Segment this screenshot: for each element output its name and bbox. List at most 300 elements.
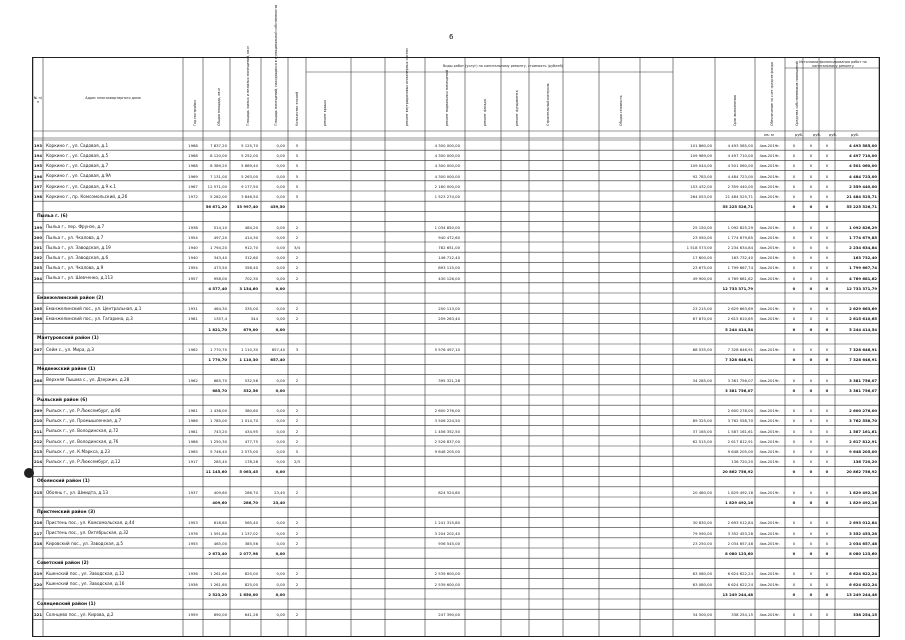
subtotal-municipal-area: 0,00 xyxy=(275,551,285,556)
subtotal-area: 56 671,20 xyxy=(205,204,227,210)
row-zero: 0 xyxy=(825,540,829,546)
row-area: 1 250,30 xyxy=(210,438,227,444)
row-owner-funds: 163 732,40 xyxy=(853,255,877,261)
row-zero: 0 xyxy=(809,612,813,618)
row-total-cost: 1 092 825,29 xyxy=(727,224,753,230)
row-municipal-area: 0,00 xyxy=(276,173,285,179)
row-zero: 0 xyxy=(825,438,829,444)
row-year: 1940 xyxy=(188,245,198,250)
subtotal-zero: 0 xyxy=(825,204,829,210)
row-zero: 0 xyxy=(792,581,796,587)
row-zero: 0 xyxy=(825,571,829,577)
row-number: 193 xyxy=(34,143,42,148)
row-year: 1968 xyxy=(188,143,198,148)
row-address: Кировский пос., ул. Заводская, д.5 xyxy=(46,540,124,546)
row-area: 958,00 xyxy=(213,275,227,281)
row-zero: 0 xyxy=(792,265,796,271)
row-municipal-area: 0,00 xyxy=(276,459,285,465)
row-zero: 0 xyxy=(792,255,796,261)
row-owner-funds: 4 769 681,62 xyxy=(849,275,877,281)
row-zero: 0 xyxy=(825,255,829,261)
row-municipal-area: 23,40 xyxy=(274,489,285,495)
row-number: 203 xyxy=(34,265,42,271)
row-works-cost: 2 160 000,00 xyxy=(434,183,460,189)
row-total-cost: 4 501 060,00 xyxy=(727,163,753,169)
row-construction-control: 25 150,00 xyxy=(692,224,712,230)
subtotal-municipal-area: 0,00 xyxy=(275,591,285,597)
row-owner-funds: 2 359 440,00 xyxy=(849,183,877,189)
row-year: 1937 xyxy=(188,489,198,495)
row-zero: 0 xyxy=(792,153,796,159)
row-year: 1986 xyxy=(188,418,198,424)
row-zero: 0 xyxy=(825,347,829,352)
subtotal-municipal-area: 657,40 xyxy=(270,357,285,363)
subtotal-zero: 0 xyxy=(825,357,829,363)
row-works-cost: 4 300 000,00 xyxy=(434,173,460,179)
row-construction-control: 101 860,00 xyxy=(690,143,712,148)
row-number: 220 xyxy=(34,581,42,587)
row-due-date: 4кв.2019г. xyxy=(759,224,781,230)
header-vertical-4: Количество этажей xyxy=(295,91,299,126)
row-address: Обоянь г., ул. Шмидта, д.13 xyxy=(46,489,108,495)
row-total-cost: 9 648 205,00 xyxy=(727,449,753,454)
row-area: 685,70 xyxy=(213,377,227,383)
row-living-area: 1 014,70 xyxy=(241,418,258,424)
row-due-date: 4кв.2019г. xyxy=(759,316,781,322)
row-due-date: 4кв.2019г. xyxy=(759,234,781,240)
row-floors: 2 xyxy=(295,275,299,281)
row-municipal-area: 0,00 xyxy=(276,520,285,526)
subtotal-zero: 0 xyxy=(809,285,813,291)
row-living-area: 9 177,50 xyxy=(241,183,258,189)
row-address: Пристень пос., ул. Октябрьская, д.32 xyxy=(46,530,129,536)
row-owner-funds: 2 234 634,84 xyxy=(849,245,877,250)
row-due-date: 4кв.2019г. xyxy=(759,540,781,546)
row-number: 206 xyxy=(34,316,42,322)
row-owner-funds: 2 693 012,84 xyxy=(849,520,877,526)
row-address: Кшенский пос., ул. Заводская, д.12 xyxy=(46,571,125,577)
row-area: 1 261,60 xyxy=(210,581,227,587)
row-zero: 0 xyxy=(809,163,813,169)
subtotal-owner-funds: 1 829 492,16 xyxy=(849,500,877,505)
row-year: 1967 xyxy=(188,183,198,189)
subtotal-living-area: 1 110,30 xyxy=(239,357,258,363)
header-works-group: Виды работ (услуг) по капитальному ремонту, стоимость (рублей) xyxy=(443,64,563,68)
subtotal-living-area: 33 997,40 xyxy=(236,204,258,210)
subtotal-owner-funds: 8 080 123,60 xyxy=(849,551,877,556)
row-zero: 0 xyxy=(809,245,813,250)
row-floors: 2 xyxy=(295,408,299,414)
header-sources-group: Источники финансирования работ по капитальному ремонту xyxy=(799,60,867,68)
row-year: 1976 xyxy=(188,530,198,536)
subtotal-cost: 3 381 756,07 xyxy=(725,387,753,393)
row-works-cost: 4 300 000,00 xyxy=(434,153,460,159)
row-construction-control: 264 053,00 xyxy=(690,194,712,199)
row-construction-control: 23 675,00 xyxy=(692,265,712,271)
row-number: 218 xyxy=(34,540,42,546)
row-total-cost: 7 328 646,91 xyxy=(727,347,753,352)
row-total-cost: 2 629 663,69 xyxy=(727,306,753,312)
row-zero: 0 xyxy=(792,224,796,230)
row-zero: 0 xyxy=(809,571,813,577)
row-zero: 0 xyxy=(792,449,796,454)
row-construction-control: 37 165,00 xyxy=(692,428,712,434)
row-area: 12 571,00 xyxy=(207,183,227,189)
row-construction-control: 109 044,00 xyxy=(690,163,712,169)
row-zero: 0 xyxy=(792,612,796,618)
row-zero: 0 xyxy=(825,265,829,271)
row-living-area: 825,00 xyxy=(244,581,258,587)
row-municipal-area: 0,00 xyxy=(276,316,285,322)
subtotal-municipal-area: 459,50 xyxy=(270,204,285,210)
row-due-date: 4кв.2019г. xyxy=(759,408,781,414)
row-municipal-area: 0,00 xyxy=(276,428,285,434)
row-year: 1962 xyxy=(188,347,198,352)
row-floors: 5 xyxy=(295,163,299,169)
row-year: 1962 xyxy=(188,377,198,383)
row-owner-funds: 2 617 812,91 xyxy=(849,438,877,444)
row-works-cost: 1 456 352,50 xyxy=(434,428,460,434)
row-address: Еманжелинский пос., ул. Гагарина, д.3 xyxy=(46,316,133,322)
row-area: 1 794,20 xyxy=(210,245,227,250)
row-area: 1 438,00 xyxy=(210,408,227,414)
row-year: 1954 xyxy=(188,265,198,271)
row-zero: 0 xyxy=(792,418,796,424)
row-zero: 0 xyxy=(792,571,796,577)
row-due-date: 4кв.2019г. xyxy=(759,418,781,424)
subtotal-area: 4 577,40 xyxy=(208,285,227,291)
header-no: № п/п xyxy=(34,96,42,104)
row-address: Кшенский пос., ул. Заводская, д.16 xyxy=(46,581,125,587)
subtotal-zero: 0 xyxy=(825,551,829,556)
row-municipal-area: 0,00 xyxy=(276,234,285,240)
row-due-date: 4кв.2019г. xyxy=(759,520,781,526)
row-owner-funds: 6 624 622,24 xyxy=(849,571,877,577)
row-works-cost: 2 539 600,00 xyxy=(434,581,460,587)
row-address: Рыльск г., ул. Р.Люксембург, д.12 xyxy=(46,459,121,464)
row-floors: 2 xyxy=(295,255,299,261)
row-address: Пыльа г., ул. Чкалова, д.9 xyxy=(46,265,104,271)
row-due-date: 4кв.2019г. xyxy=(759,153,781,159)
row-zero: 0 xyxy=(792,530,796,536)
row-zero: 0 xyxy=(825,306,829,312)
row-zero: 0 xyxy=(825,143,829,148)
subtotal-municipal-area: 0,00 xyxy=(275,285,285,291)
subtotal-zero: 0 xyxy=(825,387,829,393)
row-zero: 0 xyxy=(825,449,829,454)
row-owner-funds: 2 034 657,48 xyxy=(849,540,877,546)
row-construction-control: 153 432,00 xyxy=(690,183,712,189)
row-address: Пыльа г., ул. Заводская, д.6 xyxy=(46,255,109,260)
row-living-area: 5 669,40 xyxy=(241,163,258,169)
row-living-area: 565,40 xyxy=(244,520,258,526)
row-year: 1981 xyxy=(188,428,198,434)
row-municipal-area: 0,00 xyxy=(276,245,285,250)
header-unit: кв. м xyxy=(764,132,774,137)
row-floors: 3 xyxy=(295,347,299,352)
row-construction-control: 23 215,00 xyxy=(692,306,712,312)
row-municipal-area: 0,00 xyxy=(276,265,285,271)
header-vertical-6: ремонт внутридомовых инженерных систем xyxy=(405,48,409,126)
row-total-cost: 1 829 492,16 xyxy=(727,489,753,495)
row-floors: 2 xyxy=(295,428,299,434)
row-floors: 2 xyxy=(295,581,299,587)
section-title: Медвежский район (1) xyxy=(37,366,96,372)
row-works-cost: 4 300 000,00 xyxy=(434,143,460,148)
row-total-cost: 1 799 667,74 xyxy=(727,265,753,271)
row-zero: 0 xyxy=(809,275,813,281)
row-number: 214 xyxy=(34,459,42,465)
row-zero: 0 xyxy=(792,163,796,169)
row-zero: 0 xyxy=(809,489,813,495)
row-total-cost: 136 720,20 xyxy=(731,459,753,465)
row-due-date: 4кв.2019г. xyxy=(759,612,781,618)
row-works-cost: 247 390,00 xyxy=(438,612,460,618)
subtotal-zero: 0 xyxy=(825,500,829,505)
row-zero: 0 xyxy=(809,428,813,434)
row-living-area: 434,95 xyxy=(244,428,258,434)
row-number: 199 xyxy=(34,224,42,230)
subtotal-municipal-area: 0,00 xyxy=(275,387,285,393)
row-construction-control: 34 500,00 xyxy=(692,612,712,618)
row-area: 343,40 xyxy=(213,255,227,261)
row-zero: 0 xyxy=(825,489,829,495)
row-owner-funds: 2 615 610,65 xyxy=(849,316,877,322)
row-owner-funds: 3 762 558,70 xyxy=(849,418,877,424)
row-zero: 0 xyxy=(825,245,829,250)
subtotal-zero: 0 xyxy=(792,469,796,475)
row-year: 1940 xyxy=(188,255,198,261)
row-address: Солнцево пос., ул. Кирова, д.2 xyxy=(46,612,114,617)
capital-repair-table xyxy=(32,4,880,637)
row-number: 215 xyxy=(34,489,42,495)
row-construction-control: 89 325,00 xyxy=(692,418,712,424)
row-due-date: 4кв.2019г. xyxy=(759,194,781,199)
row-year: 1954 xyxy=(188,234,198,240)
subtotal-area: 409,60 xyxy=(212,500,227,505)
row-works-cost: 250 113,00 xyxy=(438,306,460,312)
row-total-cost: 21 484 525,71 xyxy=(725,194,753,199)
row-floors: 2 xyxy=(295,377,299,383)
row-municipal-area: 0,00 xyxy=(276,449,285,454)
section-title: Пристенский район (3) xyxy=(37,509,96,515)
row-zero: 0 xyxy=(809,581,813,587)
row-area: 1 770,70 xyxy=(210,347,227,352)
row-year: 1965 xyxy=(188,449,198,454)
row-zero: 0 xyxy=(809,418,813,424)
subtotal-zero: 0 xyxy=(792,204,796,210)
subtotal-cost: 55 225 526,71 xyxy=(722,204,753,210)
row-floors: 2/3 xyxy=(293,459,301,465)
header-unit: руб. xyxy=(794,132,804,137)
row-municipal-area: 0,00 xyxy=(276,163,285,169)
row-address: Пыльа г., пер. Фрунзе, д.7 xyxy=(46,224,105,230)
row-zero: 0 xyxy=(809,347,813,352)
row-owner-funds: 1 774 679,85 xyxy=(849,234,877,240)
row-floors: 5 xyxy=(295,194,299,199)
row-total-cost: 3 352 453,28 xyxy=(727,530,753,536)
row-total-cost: 2 600 276,00 xyxy=(727,408,753,414)
row-number: 213 xyxy=(34,449,42,454)
row-living-area: 912,70 xyxy=(244,245,258,250)
row-zero: 0 xyxy=(809,234,813,240)
subtotal-area: 2 673,40 xyxy=(208,551,227,556)
row-zero: 0 xyxy=(825,153,829,159)
section-title: Обоянский район (1) xyxy=(37,479,90,485)
subtotal-owner-funds: 55 225 526,71 xyxy=(846,204,877,210)
row-works-cost: 259 263,40 xyxy=(438,316,460,322)
row-area: 497,20 xyxy=(213,234,227,240)
row-zero: 0 xyxy=(825,612,829,618)
row-zero: 0 xyxy=(825,194,829,199)
row-zero: 0 xyxy=(792,275,796,281)
row-floors: 2 xyxy=(295,265,299,271)
subtotal-area: 11 145,60 xyxy=(205,469,227,475)
row-address: Коркино г., ул. Садовая, д.9А xyxy=(46,173,112,179)
row-zero: 0 xyxy=(809,194,813,199)
row-works-cost: 3 204 202,40 xyxy=(434,530,460,536)
row-works-cost: 893 115,00 xyxy=(438,265,460,271)
row-area: 1 591,80 xyxy=(210,530,227,536)
row-zero: 0 xyxy=(792,194,796,199)
row-works-cost: 2 539 600,00 xyxy=(434,571,460,577)
row-owner-funds: 2 629 663,69 xyxy=(849,306,877,312)
row-number: 219 xyxy=(34,571,42,577)
row-works-cost: 1 241 315,80 xyxy=(434,520,460,526)
row-total-cost: 3 381 756,07 xyxy=(727,377,753,383)
subtotal-living-area: 5 063,45 xyxy=(239,469,258,475)
subtotal-zero: 0 xyxy=(809,500,813,505)
row-zero: 0 xyxy=(825,459,829,465)
subtotal-zero: 0 xyxy=(809,591,813,597)
header-vertical-3: Площадь помещений, находящихся в муниципальной собственности xyxy=(274,4,278,126)
subtotal-zero: 0 xyxy=(792,591,796,597)
row-municipal-area: 657,40 xyxy=(271,347,285,352)
row-total-cost: 4 769 681,62 xyxy=(727,275,753,281)
header-vertical-7: ремонт подвальных помещений xyxy=(445,69,449,126)
header-address: Адрес многоквартирного дома xyxy=(85,96,141,100)
row-total-cost: 6 624 622,24 xyxy=(727,571,753,577)
subtotal-owner-funds: 20 862 756,92 xyxy=(846,469,877,475)
row-total-cost: 1 774 679,85 xyxy=(727,234,753,240)
subtotal-cost: 12 733 371,79 xyxy=(722,285,753,291)
row-total-cost: 2 615 610,65 xyxy=(727,316,753,322)
subtotal-area: 1 770,70 xyxy=(208,357,227,363)
header-vertical-12: Срок выполнения xyxy=(733,95,737,126)
row-address: Рыльск г., ул. Р.Люксембург, д.96 xyxy=(46,408,121,413)
row-number: 205 xyxy=(34,306,42,312)
row-living-area: 335,00 xyxy=(244,306,258,312)
row-owner-funds: 1 799 667,74 xyxy=(849,265,877,271)
row-year: 1981 xyxy=(188,316,198,322)
row-municipal-area: 0,00 xyxy=(276,438,285,444)
row-zero: 0 xyxy=(825,234,829,240)
row-area: 8 120,00 xyxy=(210,153,227,159)
row-year: 1936 xyxy=(188,581,198,587)
row-zero: 0 xyxy=(809,316,813,322)
row-zero: 0 xyxy=(809,540,813,546)
row-living-area: 178,28 xyxy=(244,459,258,465)
row-living-area: 5 263,00 xyxy=(241,173,258,179)
row-zero: 0 xyxy=(825,183,829,189)
row-municipal-area: 0,00 xyxy=(276,408,285,414)
row-municipal-area: 0,00 xyxy=(276,255,285,261)
subtotal-zero: 0 xyxy=(792,500,796,505)
row-due-date: 4кв.2019г. xyxy=(759,275,781,281)
row-construction-control: 63 080,00 xyxy=(692,571,712,577)
row-year: 1936 xyxy=(188,571,198,577)
row-living-area: 1 110,30 xyxy=(241,347,258,352)
row-zero: 0 xyxy=(792,234,796,240)
row-number: 211 xyxy=(34,428,42,434)
row-living-area: 477,75 xyxy=(244,438,258,444)
row-due-date: 4кв.2019г. xyxy=(759,438,781,444)
subtotal-living-area: 286,70 xyxy=(243,500,258,505)
row-address: Рыльск г., ул. Володинская, д.76 xyxy=(46,438,119,444)
row-year: 1917 xyxy=(188,459,198,465)
subtotal-zero: 0 xyxy=(825,591,829,597)
row-due-date: 4кв.2019г. xyxy=(759,255,781,261)
row-municipal-area: 0,00 xyxy=(276,530,285,536)
row-area: 690,00 xyxy=(213,612,227,618)
row-zero: 0 xyxy=(792,520,796,526)
row-municipal-area: 0,00 xyxy=(276,224,285,230)
subtotal-owner-funds: 13 249 244,48 xyxy=(846,591,877,597)
row-address: Коркино г., ул. Садовая, д.9 к.1 xyxy=(46,183,116,189)
row-zero: 0 xyxy=(809,408,813,414)
row-zero: 0 xyxy=(809,377,813,383)
row-year: 1968 xyxy=(188,163,198,169)
row-construction-control: 88 535,00 xyxy=(692,347,712,352)
section-title: Еманжелинский район (2) xyxy=(37,295,104,301)
row-zero: 0 xyxy=(792,316,796,322)
row-zero: 0 xyxy=(825,520,829,526)
row-living-area: 484,20 xyxy=(244,224,258,230)
section-title: Мантуровский район (1) xyxy=(37,336,99,342)
row-works-cost: 940 472,60 xyxy=(438,234,460,240)
row-construction-control: 30 830,00 xyxy=(692,520,712,526)
row-municipal-area: 0,00 xyxy=(276,183,285,189)
row-address: Коркино г., пр. Комсомольский, д.26 xyxy=(46,193,128,199)
row-zero: 0 xyxy=(809,143,813,148)
row-zero: 0 xyxy=(825,275,829,281)
row-construction-control: 109 989,00 xyxy=(690,153,712,159)
row-due-date: 4кв.2019г. xyxy=(759,245,781,250)
row-zero: 0 xyxy=(809,173,813,179)
row-zero: 0 xyxy=(809,153,813,159)
subtotal-owner-funds: 3 381 756,07 xyxy=(849,387,877,393)
row-area: 7 131,00 xyxy=(210,173,227,179)
row-area: 7 837,20 xyxy=(210,143,227,148)
row-number: 216 xyxy=(34,520,42,526)
subtotal-zero: 0 xyxy=(792,326,796,332)
row-total-cost: 2 617 812,91 xyxy=(727,438,753,444)
row-due-date: 4кв.2019г. xyxy=(759,459,781,465)
row-area: 5 746,40 xyxy=(210,449,227,454)
subtotal-zero: 0 xyxy=(809,204,813,210)
header-unit: руб. xyxy=(812,132,822,137)
row-works-cost: 9 648 205,00 xyxy=(434,449,460,454)
header-vertical-2: Площадь жилых и нежилых помещений, кв.м xyxy=(246,46,250,126)
header-vertical-14: Средства собственников помещений xyxy=(795,61,799,126)
row-works-cost: 5 576 497,10 xyxy=(434,347,460,352)
row-floors: 5 xyxy=(295,153,299,159)
row-due-date: 4кв.2019г. xyxy=(759,530,781,536)
row-municipal-area: 0,00 xyxy=(276,194,285,199)
subtotal-cost: 8 080 123,60 xyxy=(725,551,753,556)
row-year: 1981 xyxy=(188,408,198,414)
row-due-date: 4кв.2019г. xyxy=(759,449,781,454)
